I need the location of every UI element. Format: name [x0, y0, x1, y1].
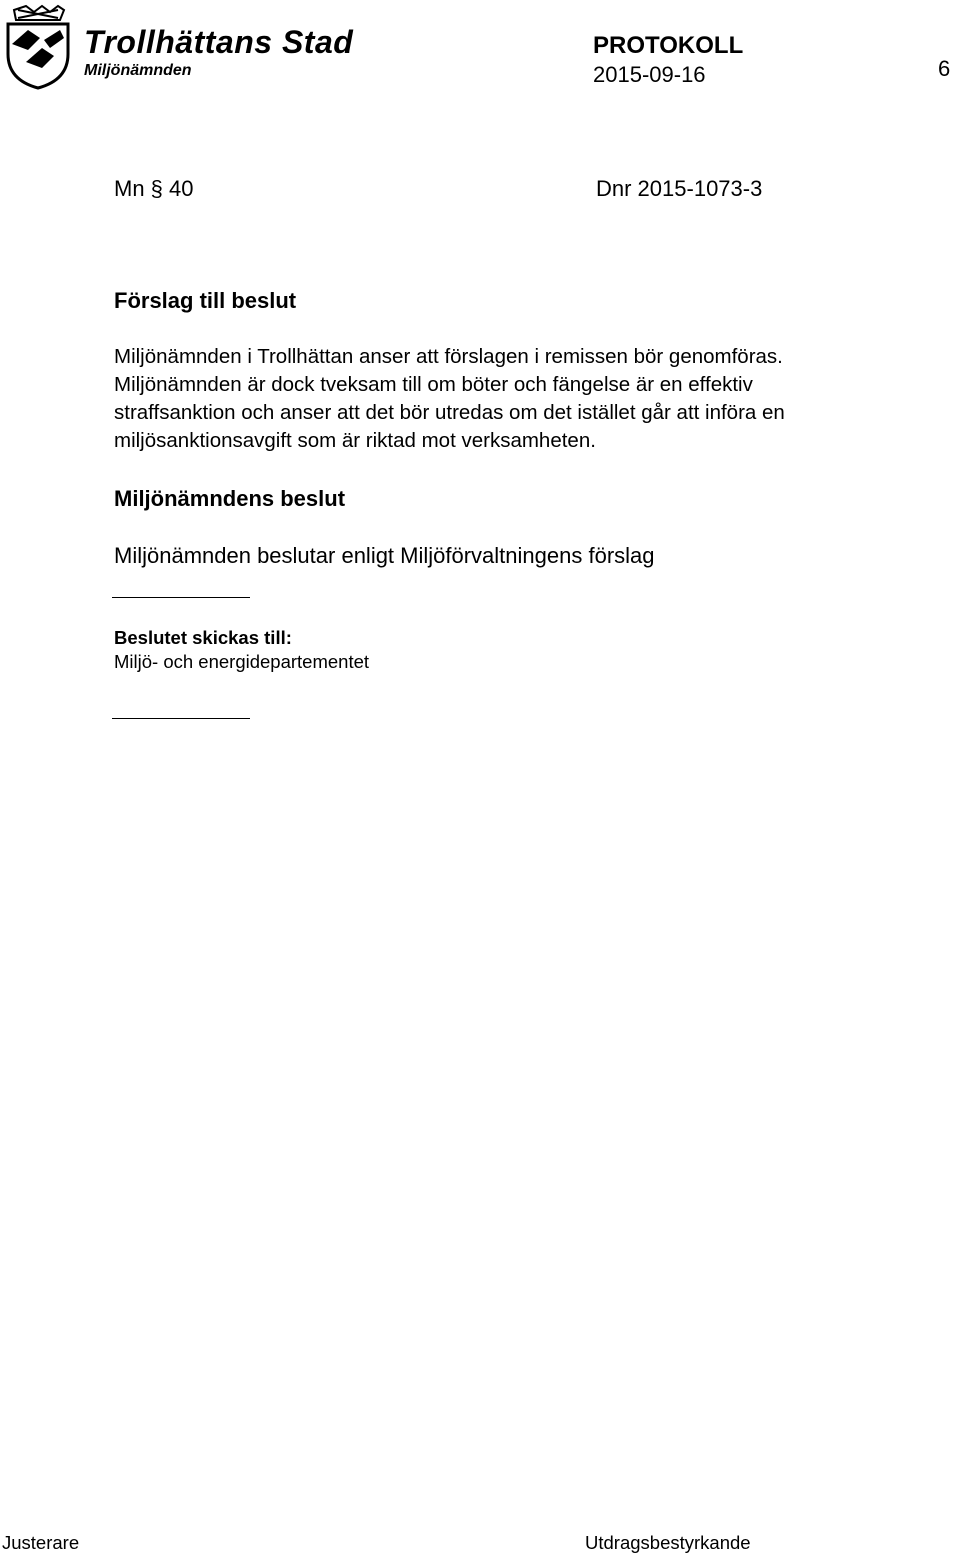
proposal-line: Miljönämnden i Trollhättan anser att förslagen i remissen bör genomföras.: [114, 345, 783, 368]
document-type: PROTOKOLL: [593, 32, 744, 59]
proposal-text: [114, 343, 944, 455]
decision-text: Miljönämnden beslutar enligt Miljöförvaltningens förslag: [114, 543, 655, 568]
organization-department: Miljönämnden: [84, 62, 192, 79]
proposal-line: miljösanktionsavgift som är riktad mot verksamheten.: [114, 429, 596, 452]
page-number: 6: [938, 56, 951, 81]
city-coat-of-arms-logo: [4, 4, 72, 90]
footer-utdragsbestyrkande: Utdragsbestyrkande: [585, 1532, 751, 1553]
organization-name: Trollhättans Stad: [84, 24, 354, 60]
proposal-line: straffsanktion och anser att det bör utredas om det istället går att införa en: [114, 401, 785, 424]
footer-justerare: Justerare: [2, 1532, 80, 1553]
registration-number: Dnr 2015-1073-3: [596, 176, 763, 201]
proposal-line: Miljönämnden är dock tveksam till om böter och fängelse är en effektiv: [114, 373, 753, 396]
paragraph-reference: Mn § 40: [114, 176, 194, 201]
separator-line: [112, 718, 250, 719]
separator-line: [112, 597, 250, 598]
sent-to-label: Beslutet skickas till:: [114, 627, 292, 648]
document-date: 2015-09-16: [593, 62, 706, 87]
proposal-heading: Förslag till beslut: [114, 288, 297, 313]
sent-to-recipient: Miljö- och energidepartementet: [114, 651, 370, 672]
decision-heading: Miljönämndens beslut: [114, 486, 346, 511]
